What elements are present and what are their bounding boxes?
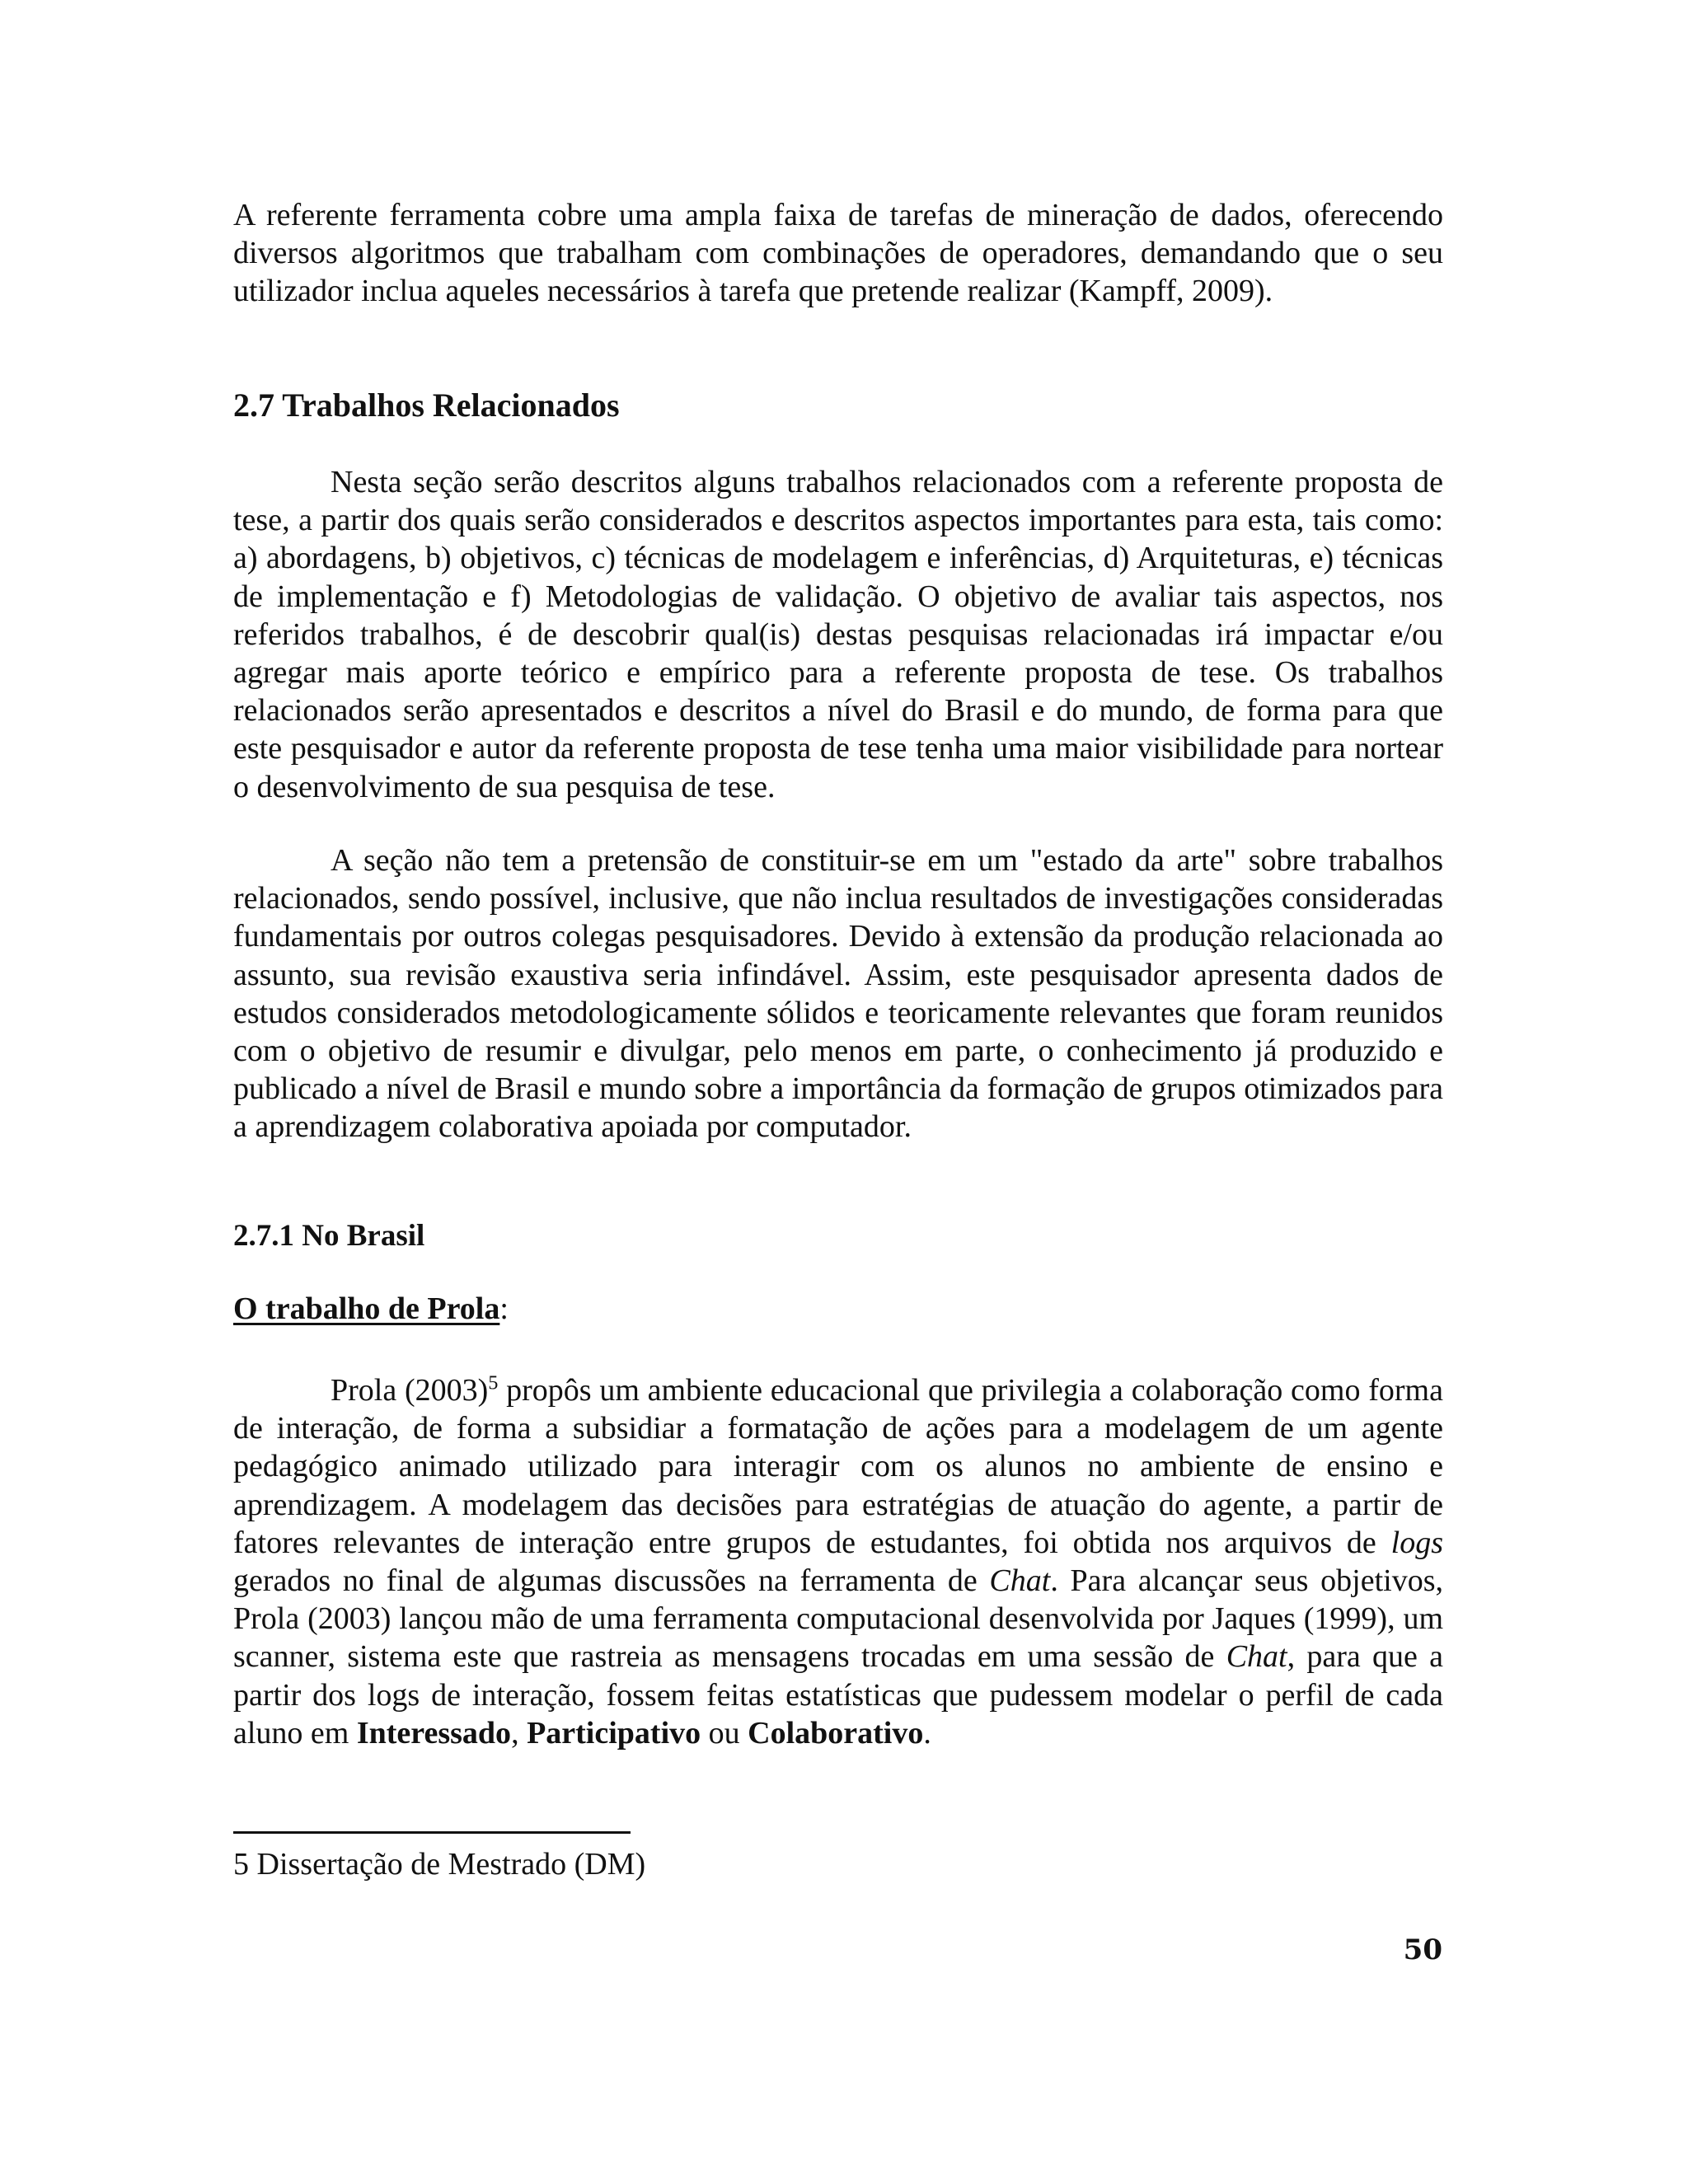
paragraph-scope-note: A seção não tem a pretensão de constituir-se em um "estado da arte" sobre trabalhos relacionados, sendo possível, inclusive, que não inclua resultados de investigações consideradas fundamentais por outros colegas pesquisadores. Devido à extensão da produção relacionada ao assunto, sua revisão exaustiva seria infindável. Assim, este pesquisador apresenta dados de estudos considerados metodologicamente sólidos e teoricamente relevantes que foram reunidos com o objetivo de resumir e divulgar, pelo menos em parte, o conhecimento já produzido e publicado a nível de Brasil e mundo sobre a importância da formação de grupos otimizados para a aprendizagem colaborativa apoiada por computador. (233, 843, 1443, 1145)
italic-term: Chat (989, 1563, 1051, 1599)
text-run: ou (701, 1715, 748, 1750)
bold-term: Colaborativo (748, 1715, 924, 1750)
text-run: . (923, 1715, 931, 1750)
text-run: Prola (2003) (331, 1373, 489, 1408)
work-subtitle-text: O trabalho de Prola (233, 1291, 500, 1326)
text-run: , (511, 1715, 528, 1750)
text-run: gerados no final de algumas discussões na ferramenta de (233, 1563, 990, 1599)
italic-term: Chat (1226, 1639, 1287, 1675)
work-subtitle-colon: : (499, 1291, 509, 1326)
subsection-heading-2-7-1: 2.7.1 No Brasil (233, 1219, 425, 1253)
footnote-separator (233, 1831, 631, 1834)
text-run: propôs um ambiente educacional que privilegia a colaboração como forma de interação, de forma a subsidiar a formatação de ações para a modelagem de um agente pedagógico animado utilizado para interagir com os alunos no ambiente de ensino e aprendizagem. A modelagem das decisões para estratégias de atuação do agente, a partir de fatores relevantes de interação entre grupos de estudantes, foi obtida nos arquivos de (233, 1373, 1443, 1560)
footnote: 5 Dissertação de Mestrado (DM) (233, 1847, 646, 1882)
bold-term: Interessado (356, 1715, 512, 1750)
section-heading-2-7: 2.7 Trabalhos Relacionados (233, 387, 620, 424)
footnote-marker: 5 (488, 1372, 499, 1394)
text-run: , para que a partir dos logs de interação, fossem feitas estatísticas que pudessem modelar o perfil de cada aluno em (233, 1639, 1443, 1750)
paragraph-prola (233, 1371, 1443, 1752)
italic-term: logs (1390, 1525, 1443, 1560)
text-run: . Para alcançar seus objetivos, Prola (2003) lançou mão de uma ferramenta computacional desenvolvida por Jaques (1999), um scanner, sistema este que rastreia as mensagens trocadas em uma sessão de (233, 1563, 1443, 1675)
page-number: 50 (1403, 1933, 1442, 1966)
bold-term: Participativo (527, 1715, 701, 1750)
paragraph-section-description: Nesta seção serão descritos alguns trabalhos relacionados com a referente proposta de tese, a partir dos quais serão considerados e descritos aspectos importantes para esta, tais como: a) abordagens, b) objetivos, c) técnicas de modelagem e inferências, d) Arquiteturas, e) técnicas de implementação e f) Metodologias de validação. O objetivo de avaliar tais aspectos, nos referidos trabalhos, é de descobrir qual(is) destas pesquisas relacionadas irá impactar e/ou agregar mais aporte teórico e empírico para a referente proposta de tese. Os trabalhos relacionados serão apresentados e descritos a nível do Brasil e do mundo, de forma para que este pesquisador e autor da referente proposta de tese tenha uma maior visibilidade para nortear o desenvolvimento de sua pesquisa de tese. (233, 465, 1443, 804)
paragraph-intro: A referente ferramenta cobre uma ampla faixa de tarefas de mineração de dados, oferecendo diversos algoritmos que trabalham com combinações de operadores, demandando que o seu utilizador inclua aqueles necessários à tarefa que pretende realizar (Kampff, 2009). (233, 198, 1443, 309)
work-subtitle (233, 1291, 509, 1327)
